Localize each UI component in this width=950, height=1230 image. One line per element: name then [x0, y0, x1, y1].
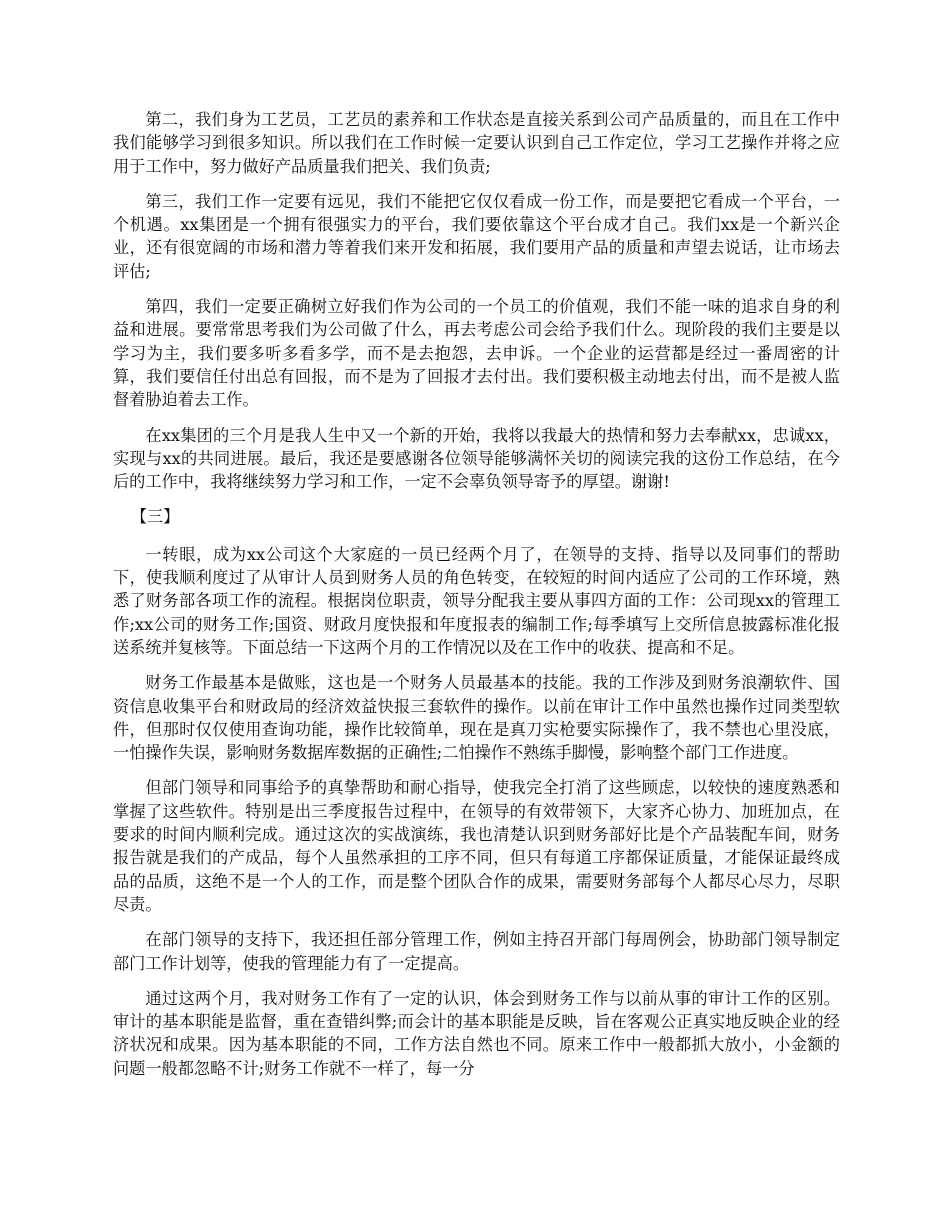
paragraph-management: 在部门领导的支持下，我还担任部分管理工作，例如主持召开部门每周例会，协助部门领导制定部门工作计划等，使我的管理能力有了一定提高。 — [113, 930, 840, 973]
paragraph-bookkeeping: 财务工作最基本是做账，这也是一个财务人员最基本的技能。我的工作涉及到财务浪潮软件、国资信息收集平台和财政局的经济效益快报三套软件的操作。以前在审计工作中虽然也操作过同类型软件，但那时仅仅使用查询功能，操作比较简单，现在是真刀实枪要实际操作了，我不禁也心里没底，一怕操作失误，影响财务数据库数据的正确性;二怕操作不熟练手脚慢，影响整个部门工作进度。 — [113, 673, 840, 763]
paragraph-third-point: 第三，我们工作一定要有远见，我们不能把它仅仅看成一份工作，而是要把它看成一个平台，一个机遇。xx集团是一个拥有很强实力的平台，我们要依靠这个平台成才自己。我们xx是一个新兴企业，还有很宽阔的市场和潜力等着我们来开发和拓展，我们要用产品的质量和声望去说话，让市场去评估; — [113, 191, 840, 281]
document-page — [113, 108, 840, 1092]
section-heading: 【三】 — [130, 507, 180, 527]
paragraph-fourth-point: 第四，我们一定要正确树立好我们作为公司的一个员工的价值观，我们不能一味的追求自身的利益和进展。要常常思考我们为公司做了什么，再去考虑公司会给予我们什么。现阶段的我们主要是以学习为主，我们要多听多看多学，而不是去抱怨，去申诉。一个企业的运营都是经过一番周密的计算，我们要信任付出总有回报，而不是为了回报才去付出。我们要积极主动地去付出，而不是被人监督着胁迫着去工作。 — [113, 297, 840, 410]
paragraph-closing: 在xx集团的三个月是我人生中又一个新的开始，我将以我最大的热情和努力去奉献xx，忠诚xx，实现与xx的共同进展。最后，我还是要感谢各位领导能够满怀关切的阅读完我的这份工作总结，在今后的工作中，我将继续努力学习和工作，一定不会辜负领导寄予的厚望。谢谢! — [113, 425, 840, 492]
paragraph-second-point: 第二，我们身为工艺员，工艺员的素养和工作状态是直接关系到公司产品质量的，而且在工作中我们能够学习到很多知识。所以我们在工作时候一定要认识到自己工作定位，学习工艺操作并将之应用于工作中，努力做好产品质量我们把关、我们负责; — [113, 110, 840, 176]
paragraph-guidance: 但部门领导和同事给予的真挚帮助和耐心指导，使我完全打消了这些顾虑，以较快的速度熟悉和掌握了这些软件。特别是出三季度报告过程中，在领导的有效带领下，大家齐心协力、加班加点，在要求的时间内顺利完成。通过这次的实战演练，我也清楚认识到财务部好比是个产品装配车间，财务报告就是我们的产成品，每个人虽然承担的工序不同，但只有每道工序都保证质量，才能保证最终成品的品质，这绝不是一个人的工作，而是整个团队合作的成果，需要财务部每个人都尽心尽力，尽职尽责。 — [113, 778, 840, 914]
paragraph-intro: 一转眼，成为xx公司这个大家庭的一员已经两个月了，在领导的支持、指导以及同事们的帮助下，使我顺利度过了从审计人员到财务人员的角色转变，在较短的时间内适应了公司的工作环境，熟悉了财务部各项工作的流程。根据岗位职责，领导分配我主要从事四方面的工作：公司现xx的管理工作;xx公司的财务工作;国资、财政月度快报和年度报表的编制工作;每季填写上交所信息披露标准化报送系统并复核等。下面总结一下这两个月的工作情况以及在工作中的收获、提高和不足。 — [113, 544, 840, 657]
paragraph-reflection: 通过这两个月，我对财务工作有了一定的认识，体会到财务工作与以前从事的审计工作的区别。审计的基本职能是监督，重在查错纠弊;而会计的基本职能是反映，旨在客观公正真实地反映企业的经济状况和成果。因为基本职能的不同，工作方法自然也不同。原来工作中一般都抓大放小，小金额的问题一般都忽略不计;财务工作就不一样了，每一分 — [113, 988, 840, 1078]
